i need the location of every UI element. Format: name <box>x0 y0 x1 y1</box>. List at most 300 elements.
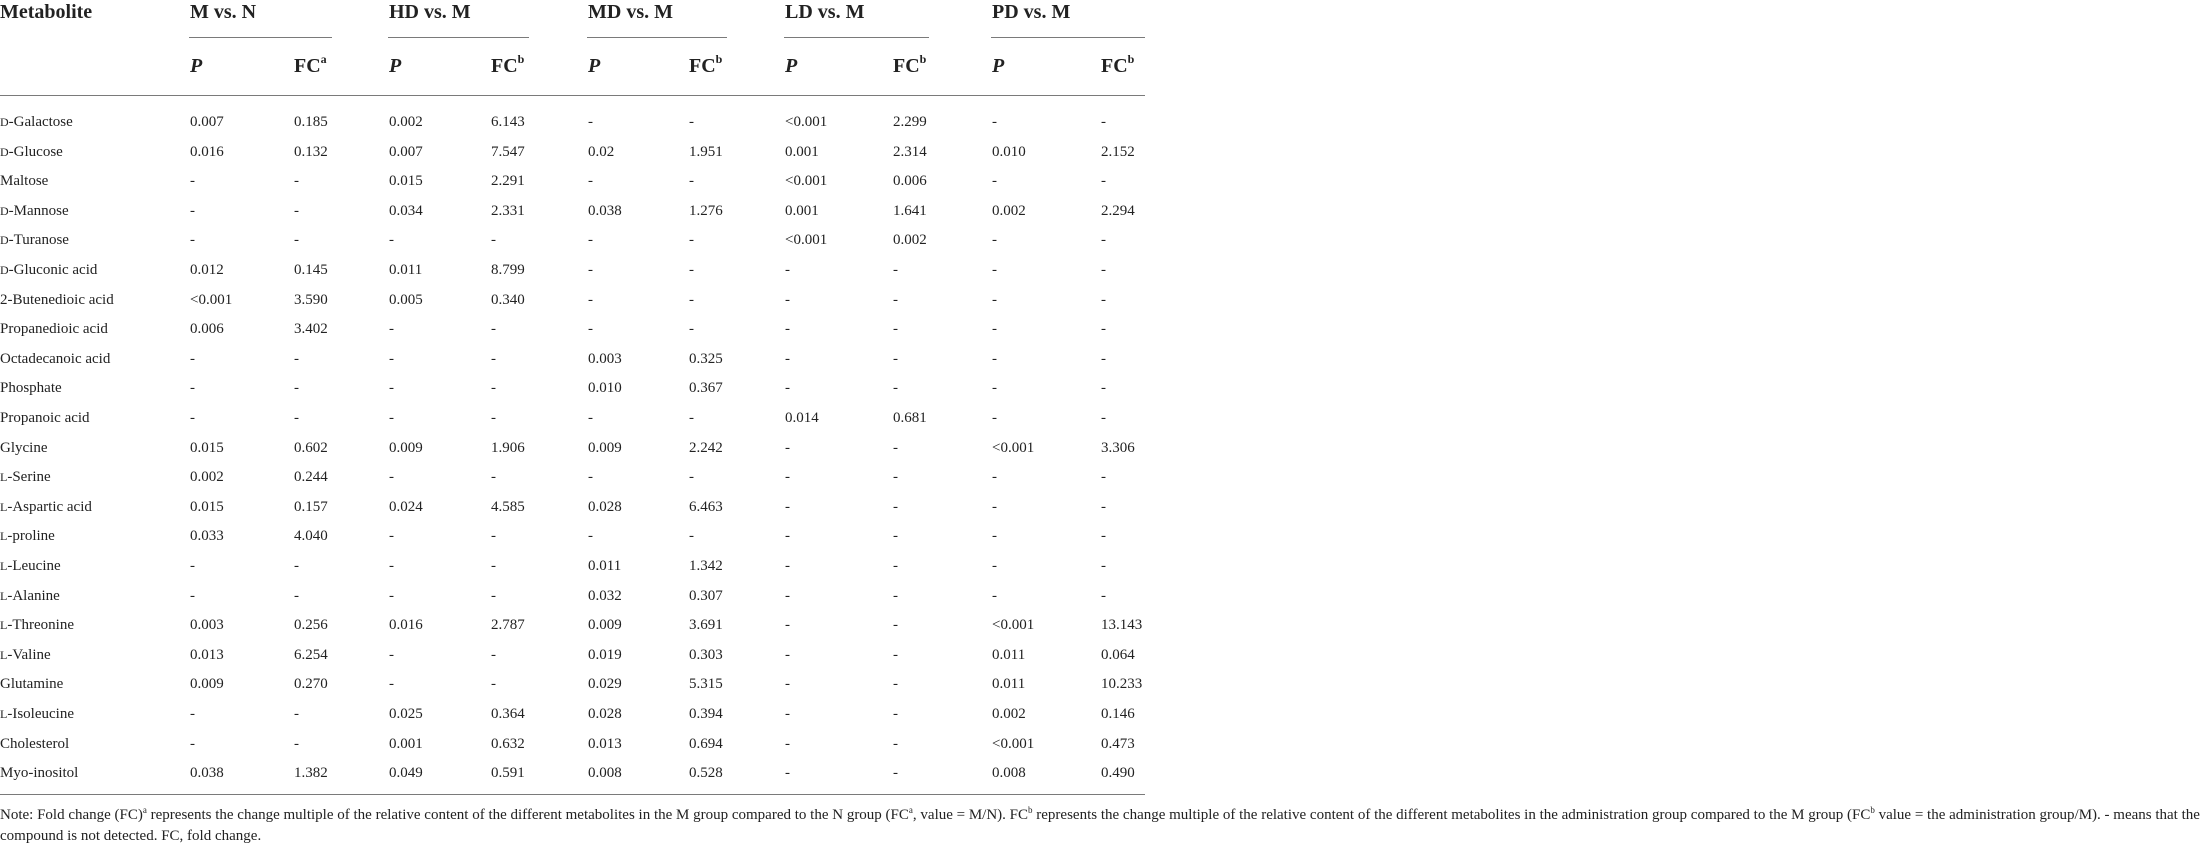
p-value-cell: - <box>389 558 394 574</box>
p-value-cell: - <box>190 202 195 219</box>
p-value-cell: - <box>190 706 195 722</box>
table-row <box>0 493 1145 523</box>
fc-value-cell: - <box>491 350 496 367</box>
fc-value-cell: 0.364 <box>491 706 525 722</box>
p-value-cell: - <box>785 617 790 634</box>
fc-value-cell: - <box>294 173 299 190</box>
fc-value-cell: - <box>1101 232 1106 249</box>
p-value-cell: 0.015 <box>190 439 224 456</box>
fc-value-cell: 0.146 <box>1101 706 1135 722</box>
fc-value-cell: 10.233 <box>1101 676 1143 693</box>
p-value-cell: 0.002 <box>190 469 224 486</box>
fc-value-cell: - <box>689 173 694 190</box>
fc-value-cell: 4.585 <box>491 498 525 515</box>
p-value-cell: - <box>992 498 997 515</box>
p-value-cell: - <box>992 350 997 367</box>
p-value-cell: - <box>190 410 195 426</box>
fc-value-cell: - <box>1101 262 1106 278</box>
p-value-cell: 0.028 <box>588 498 622 515</box>
p-value-cell: - <box>190 380 195 397</box>
p-value-cell: <0.001 <box>992 439 1035 456</box>
p-value-cell: - <box>389 676 394 693</box>
fc-value-cell: - <box>893 439 898 456</box>
table-row <box>0 700 1145 730</box>
fc-value-cell: - <box>491 676 496 693</box>
fc-value-cell: 0.270 <box>294 676 328 693</box>
p-value-cell: 0.002 <box>992 202 1026 219</box>
fc-value-cell: 2.294 <box>1101 202 1135 219</box>
table-row <box>0 582 1145 612</box>
metabolite-name: L-Isoleucine <box>0 706 74 722</box>
p-value-cell: 0.003 <box>588 350 622 367</box>
p-value-cell: 0.008 <box>588 765 622 782</box>
p-value-cell: - <box>785 587 790 604</box>
p-value-cell: <0.001 <box>190 291 233 308</box>
metabolite-name: D-Gluconic acid <box>0 262 98 278</box>
fc-value-cell: 0.002 <box>893 232 927 249</box>
p-value-cell: 0.02 <box>588 143 615 160</box>
fc-value-cell: - <box>893 528 898 545</box>
fc-value-cell: - <box>294 587 299 604</box>
p-value-cell: - <box>588 114 593 130</box>
fc-value-cell: - <box>689 469 694 486</box>
fc-value-cell: - <box>893 706 898 722</box>
table-row <box>0 522 1145 552</box>
fc-value-cell: - <box>1101 558 1106 574</box>
fc-value-cell: - <box>689 232 694 249</box>
p-value-cell: 0.011 <box>992 646 1026 663</box>
group-underline <box>784 37 929 38</box>
p-value-cell: - <box>785 558 790 574</box>
p-value-cell: 0.006 <box>190 321 224 338</box>
table-row <box>0 434 1145 464</box>
fc-value-cell: 2.291 <box>491 173 525 190</box>
fc-value-cell: 8.799 <box>491 262 525 278</box>
fc-value-cell: 0.490 <box>1101 765 1135 782</box>
p-value-cell: 0.033 <box>190 528 224 545</box>
p-value-cell: 0.025 <box>389 706 423 722</box>
p-value-cell: - <box>190 587 195 604</box>
fc-value-cell: - <box>491 587 496 604</box>
table-row <box>0 374 1145 404</box>
p-value-cell: 0.013 <box>190 646 224 663</box>
fc-value-cell: 1.951 <box>689 143 723 160</box>
fc-value-cell: - <box>1101 350 1106 367</box>
table-row <box>0 463 1145 493</box>
metabolite-name: Glutamine <box>0 676 64 693</box>
p-value-cell: - <box>389 380 394 397</box>
table-row <box>0 197 1145 227</box>
fc-value-cell: 2.787 <box>491 617 525 634</box>
p-value-cell: - <box>389 528 394 545</box>
p-value-cell: - <box>190 232 195 249</box>
fc-value-cell: - <box>893 262 898 278</box>
p-value-cell: - <box>992 262 997 278</box>
fc-value-cell: - <box>1101 114 1106 130</box>
p-value-cell: - <box>389 587 394 604</box>
metabolite-name: 2-Butenedioic acid <box>0 291 114 308</box>
p-value-cell: - <box>992 528 997 545</box>
fc-value-cell: - <box>294 350 299 367</box>
p-value-cell: 0.011 <box>992 676 1026 693</box>
p-value-cell: 0.002 <box>992 706 1026 722</box>
fc-value-cell: - <box>294 202 299 219</box>
fc-value-cell: 5.315 <box>689 676 723 693</box>
p-value-cell: - <box>785 350 790 367</box>
fc-value-cell: 3.590 <box>294 291 328 308</box>
fc-value-cell: 7.547 <box>491 143 525 160</box>
fc-value-cell: 1.276 <box>689 202 723 219</box>
metabolite-name: L-Serine <box>0 469 51 486</box>
p-value-cell: - <box>389 469 394 486</box>
p-value-cell: 0.015 <box>190 498 224 515</box>
fc-value-cell: 0.303 <box>689 646 723 663</box>
footnote-line-1: Note: Fold change (FC)$^a$ represents the change multiple of the relative content of the different metabolites in the M group compared to the N group ($FC^a$, value = M/N). $FC^b$ represents the change multiple of the relative content of the different metabolites in the administration group compared to the M group ($FC^b$ value = the administration group/M). - means that the <box>0 805 2200 823</box>
fc-value-cell: 0.340 <box>491 291 525 308</box>
fc-value-cell: - <box>689 321 694 338</box>
p-value-cell: 0.038 <box>588 202 622 219</box>
metabolite-name: Propanedioic acid <box>0 321 108 338</box>
fc-value-cell: 0.632 <box>491 735 525 752</box>
fc-value-cell: - <box>893 558 898 574</box>
metabolite-name: D-Turanose <box>0 232 69 249</box>
p-value-cell: 0.003 <box>190 617 224 634</box>
fc-value-cell: - <box>893 676 898 693</box>
p-value-cell: - <box>785 291 790 308</box>
table-row <box>0 404 1145 434</box>
fc-value-cell: 2.242 <box>689 439 723 456</box>
table-row <box>0 611 1145 641</box>
p-value-cell: - <box>992 291 997 308</box>
fc-value-cell: 1.342 <box>689 558 723 574</box>
fc-value-cell: - <box>1101 587 1106 604</box>
p-value-cell: - <box>785 676 790 693</box>
fc-value-cell: - <box>893 587 898 604</box>
p-value-cell: 0.015 <box>389 173 423 190</box>
fc-value-cell: 0.591 <box>491 765 525 782</box>
table-row <box>0 759 1145 789</box>
p-value-cell: 0.009 <box>190 676 224 693</box>
metabolite-name: Myo-inositol <box>0 765 79 782</box>
fc-value-cell: - <box>893 646 898 663</box>
metabolite-name: Cholesterol <box>0 735 70 752</box>
p-value-cell: - <box>992 114 997 130</box>
metabolite-name: L-Leucine <box>0 558 61 574</box>
p-subheader: P <box>389 55 402 77</box>
fc-value-cell: 0.602 <box>294 439 328 456</box>
p-value-cell: - <box>389 321 394 338</box>
p-value-cell: - <box>992 173 997 190</box>
p-value-cell: - <box>190 173 195 190</box>
fc-value-cell: - <box>1101 291 1106 308</box>
group-underline <box>991 37 1145 38</box>
p-value-cell: <0.001 <box>785 232 828 249</box>
fc-value-cell: 1.641 <box>893 202 927 219</box>
p-value-cell: - <box>588 321 593 338</box>
fc-value-cell: - <box>294 735 299 752</box>
p-value-cell: - <box>992 587 997 604</box>
p-value-cell: 0.002 <box>389 114 423 130</box>
fc-value-cell: 1.382 <box>294 765 328 782</box>
p-value-cell: 0.016 <box>190 143 224 160</box>
fc-value-cell: - <box>294 558 299 574</box>
fc-value-cell: - <box>1101 380 1106 397</box>
fc-value-cell: - <box>893 350 898 367</box>
metabolite-name: D-Galactose <box>0 114 73 130</box>
metabolite-name: L-proline <box>0 528 55 545</box>
metabolite-name: Maltose <box>0 173 49 190</box>
p-value-cell: - <box>785 528 790 545</box>
metabolite-name: D-Mannose <box>0 202 69 219</box>
fc-value-cell: 0.006 <box>893 173 927 190</box>
p-value-cell: 0.032 <box>588 587 622 604</box>
fc-value-cell: - <box>689 114 694 130</box>
group-header-md-vs-m: MD vs. M <box>588 1 673 23</box>
p-value-cell: 0.016 <box>389 617 423 634</box>
p-value-cell: - <box>588 291 593 308</box>
p-value-cell: <0.001 <box>785 114 828 130</box>
p-value-cell: - <box>785 646 790 663</box>
fc-value-cell: 0.244 <box>294 469 328 486</box>
p-value-cell: 0.001 <box>785 143 819 160</box>
fc-value-cell: 0.394 <box>689 706 723 722</box>
p-value-cell: - <box>785 498 790 515</box>
p-value-cell: 0.034 <box>389 202 423 219</box>
fc-value-cell: - <box>893 765 898 782</box>
p-value-cell: 0.013 <box>588 735 622 752</box>
footnote-line-2: compound is not detected. FC, fold change. <box>0 828 262 844</box>
metabolite-name: L-Alanine <box>0 587 60 604</box>
p-value-cell: 0.005 <box>389 291 423 308</box>
p-value-cell: 0.049 <box>389 765 423 782</box>
fc-value-cell: - <box>1101 469 1106 486</box>
table-bottom-rule <box>0 794 1145 795</box>
fc-subheader: $FC^a$ <box>294 52 327 77</box>
p-value-cell: 0.014 <box>785 410 819 426</box>
p-value-cell: - <box>785 380 790 397</box>
fc-value-cell: 3.691 <box>689 617 723 634</box>
fc-value-cell: - <box>491 558 496 574</box>
fc-value-cell: - <box>893 321 898 338</box>
fc-value-cell: 6.463 <box>689 498 723 515</box>
p-value-cell: 0.029 <box>588 676 622 693</box>
metabolite-name: Propanoic acid <box>0 410 90 426</box>
p-subheader: P <box>785 55 798 77</box>
table-row <box>0 138 1145 168</box>
p-value-cell: 0.028 <box>588 706 622 722</box>
fc-value-cell: 6.254 <box>294 646 328 663</box>
fc-value-cell: 0.473 <box>1101 735 1135 752</box>
table-row <box>0 167 1145 197</box>
fc-value-cell: - <box>689 262 694 278</box>
fc-value-cell: - <box>294 706 299 722</box>
fc-value-cell: - <box>491 646 496 663</box>
fc-value-cell: - <box>491 528 496 545</box>
p-value-cell: - <box>785 469 790 486</box>
p-value-cell: 0.007 <box>389 143 423 160</box>
fc-value-cell: - <box>491 469 496 486</box>
metabolite-name: L-Valine <box>0 646 51 663</box>
fc-value-cell: - <box>689 528 694 545</box>
p-value-cell: 0.012 <box>190 262 224 278</box>
p-value-cell: - <box>588 469 593 486</box>
metabolite-name: D-Glucose <box>0 143 63 160</box>
p-value-cell: - <box>992 321 997 338</box>
p-value-cell: 0.038 <box>190 765 224 782</box>
p-value-cell: 0.011 <box>588 558 622 574</box>
fc-subheader: $FC^b$ <box>893 52 927 77</box>
table-row <box>0 641 1145 671</box>
header-rule <box>0 95 1145 96</box>
p-value-cell: - <box>785 765 790 782</box>
p-value-cell: - <box>785 706 790 722</box>
fc-subheader: $FC^b$ <box>1101 52 1135 77</box>
p-value-cell: 0.024 <box>389 498 423 515</box>
p-value-cell: - <box>588 262 593 278</box>
fc-value-cell: - <box>1101 410 1106 426</box>
table-row <box>0 552 1145 582</box>
fc-value-cell: 2.299 <box>893 114 927 130</box>
fc-value-cell: - <box>491 410 496 426</box>
p-subheader: P <box>588 55 601 77</box>
group-underline <box>189 37 332 38</box>
p-value-cell: - <box>389 410 394 426</box>
metabolite-name: Octadecanoic acid <box>0 350 111 367</box>
fc-value-cell: 0.064 <box>1101 646 1135 663</box>
fc-value-cell: - <box>1101 498 1106 515</box>
metabolite-column-header: Metabolite <box>0 1 93 23</box>
p-value-cell: - <box>588 528 593 545</box>
p-value-cell: 0.007 <box>190 114 224 130</box>
fc-value-cell: - <box>1101 321 1106 338</box>
p-value-cell: 0.001 <box>785 202 819 219</box>
group-underline <box>388 37 529 38</box>
fc-value-cell: - <box>294 410 299 426</box>
fc-value-cell: - <box>689 291 694 308</box>
table-row <box>0 670 1145 700</box>
group-header-ld-vs-m: LD vs. M <box>785 1 865 23</box>
fc-value-cell: 0.132 <box>294 143 328 160</box>
fc-value-cell: - <box>491 321 496 338</box>
p-value-cell: 0.019 <box>588 646 622 663</box>
table-row <box>0 345 1145 375</box>
p-value-cell: 0.011 <box>389 262 423 278</box>
fc-value-cell: 6.143 <box>491 114 525 130</box>
fc-value-cell: 0.367 <box>689 380 723 397</box>
p-value-cell: 0.008 <box>992 765 1026 782</box>
p-value-cell: 0.009 <box>588 617 622 634</box>
p-value-cell: - <box>992 469 997 486</box>
fc-value-cell: - <box>893 469 898 486</box>
p-value-cell: - <box>785 439 790 456</box>
p-value-cell: <0.001 <box>785 173 828 190</box>
p-subheader: P <box>190 55 203 77</box>
p-value-cell: - <box>389 232 394 249</box>
fc-subheader: $FC^b$ <box>491 52 525 77</box>
fc-value-cell: 0.528 <box>689 765 723 782</box>
table-row <box>0 108 1145 138</box>
metabolite-name: Glycine <box>0 439 48 456</box>
fc-value-cell: 2.314 <box>893 143 927 160</box>
p-value-cell: - <box>588 410 593 426</box>
p-value-cell: - <box>389 350 394 367</box>
fc-value-cell: - <box>893 380 898 397</box>
fc-value-cell: 0.157 <box>294 498 328 515</box>
fc-value-cell: 3.402 <box>294 321 328 338</box>
p-value-cell: - <box>190 558 195 574</box>
p-value-cell: - <box>785 735 790 752</box>
fc-value-cell: - <box>491 380 496 397</box>
table-row <box>0 315 1145 345</box>
table-row <box>0 256 1145 286</box>
metabolite-name: Phosphate <box>0 380 62 397</box>
fc-value-cell: - <box>893 617 898 634</box>
fc-value-cell: 1.906 <box>491 439 525 456</box>
fc-value-cell: - <box>689 410 694 426</box>
p-subheader: P <box>992 55 1005 77</box>
table-row <box>0 286 1145 316</box>
fc-value-cell: - <box>893 291 898 308</box>
group-header-m-vs-n: M vs. N <box>190 1 257 23</box>
fc-value-cell: 4.040 <box>294 528 328 545</box>
p-value-cell: - <box>992 380 997 397</box>
fc-value-cell: 13.143 <box>1101 617 1143 634</box>
p-value-cell: 0.009 <box>389 439 423 456</box>
p-value-cell: - <box>992 232 997 249</box>
fc-value-cell: - <box>294 232 299 249</box>
fc-value-cell: - <box>893 735 898 752</box>
p-value-cell: 0.009 <box>588 439 622 456</box>
p-value-cell: - <box>588 173 593 190</box>
p-value-cell: <0.001 <box>992 735 1035 752</box>
fc-value-cell: - <box>893 498 898 515</box>
fc-subheader: $FC^b$ <box>689 52 723 77</box>
p-value-cell: - <box>588 232 593 249</box>
fc-value-cell: - <box>294 380 299 397</box>
p-value-cell: - <box>992 410 997 426</box>
group-underline <box>587 37 727 38</box>
p-value-cell: - <box>785 321 790 338</box>
fc-value-cell: 0.185 <box>294 114 328 130</box>
p-value-cell: 0.010 <box>992 143 1026 160</box>
table-row <box>0 226 1145 256</box>
fc-value-cell: 3.306 <box>1101 439 1135 456</box>
group-header-pd-vs-m: PD vs. M <box>992 1 1071 23</box>
fc-value-cell: 0.256 <box>294 617 328 634</box>
fc-value-cell: 2.331 <box>491 202 525 219</box>
fc-value-cell: 0.325 <box>689 350 723 367</box>
fc-value-cell: 2.152 <box>1101 143 1135 160</box>
p-value-cell: 0.010 <box>588 380 622 397</box>
p-value-cell: 0.001 <box>389 735 423 752</box>
p-value-cell: - <box>190 735 195 752</box>
p-value-cell: - <box>785 262 790 278</box>
p-value-cell: - <box>190 350 195 367</box>
fc-value-cell: - <box>1101 528 1106 545</box>
fc-value-cell: 0.681 <box>893 410 927 426</box>
metabolite-name: L-Aspartic acid <box>0 498 92 515</box>
table-footnote <box>0 805 2200 846</box>
fc-value-cell: - <box>491 232 496 249</box>
p-value-cell: <0.001 <box>992 617 1035 634</box>
fc-value-cell: - <box>1101 173 1106 190</box>
fc-value-cell: 0.694 <box>689 735 723 752</box>
metabolite-name: L-Threonine <box>0 617 74 634</box>
p-value-cell: - <box>389 646 394 663</box>
table-row <box>0 730 1145 760</box>
fc-value-cell: 0.145 <box>294 262 328 278</box>
p-value-cell: - <box>992 558 997 574</box>
